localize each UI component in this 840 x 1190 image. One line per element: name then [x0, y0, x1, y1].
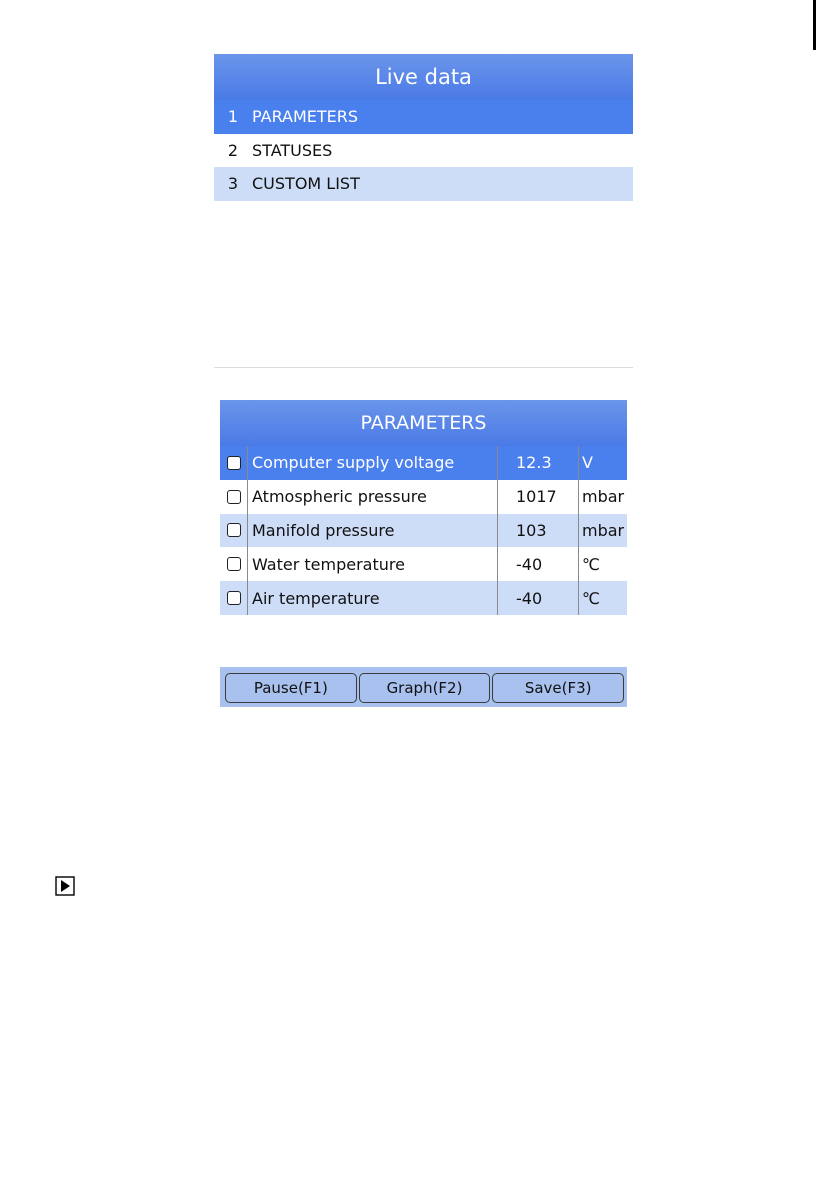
parameters-panel	[220, 400, 627, 615]
menu-item-custom-list[interactable]	[214, 167, 633, 201]
save-button[interactable]: Save(F3)	[492, 673, 624, 703]
table-row[interactable]	[220, 514, 627, 548]
menu-item-number: 3	[227, 174, 238, 194]
pause-button[interactable]: Pause(F1)	[225, 673, 357, 703]
parameter-value: -40	[498, 547, 579, 581]
play-icon	[55, 876, 75, 896]
row-checkbox[interactable]	[227, 557, 241, 571]
table-row[interactable]	[220, 480, 627, 514]
parameter-unit: mbar	[582, 520, 625, 540]
parameter-name: Air temperature	[248, 581, 498, 615]
parameters-title: PARAMETERS	[220, 400, 627, 446]
parameter-name: Water temperature	[248, 547, 498, 581]
parameter-unit: V	[582, 453, 593, 473]
graph-button[interactable]: Graph(F2)	[359, 673, 491, 703]
table-row[interactable]	[220, 547, 627, 581]
live-data-menu	[214, 54, 633, 201]
parameter-name: Manifold pressure	[248, 514, 498, 548]
parameter-value: -40	[498, 581, 579, 615]
table-row[interactable]	[220, 581, 627, 615]
parameter-name: Atmospheric pressure	[248, 480, 498, 514]
parameter-value: 12.3	[498, 446, 579, 480]
row-checkbox[interactable]	[227, 490, 241, 504]
parameter-value: 103	[498, 514, 579, 548]
parameter-name: Computer supply voltage	[248, 446, 498, 480]
menu-item-label: PARAMETERS	[252, 107, 359, 127]
menu-item-statuses[interactable]	[214, 134, 633, 168]
menu-title: Live data	[214, 54, 633, 100]
row-checkbox[interactable]	[227, 523, 241, 537]
table-row[interactable]	[220, 446, 627, 480]
section-divider	[214, 367, 633, 368]
menu-item-parameters[interactable]	[214, 100, 633, 134]
menu-item-number: 2	[227, 140, 238, 160]
parameter-value: 1017	[498, 480, 579, 514]
menu-item-label: STATUSES	[252, 140, 333, 160]
parameter-unit: ℃	[582, 554, 600, 574]
page-edge-mark	[813, 0, 816, 50]
parameter-unit: mbar	[582, 487, 625, 507]
parameter-unit: ℃	[582, 588, 600, 608]
menu-item-label: CUSTOM LIST	[252, 174, 360, 194]
function-key-bar	[220, 667, 627, 707]
row-checkbox[interactable]	[227, 456, 241, 470]
menu-item-number: 1	[227, 107, 238, 127]
row-checkbox[interactable]	[227, 591, 241, 605]
